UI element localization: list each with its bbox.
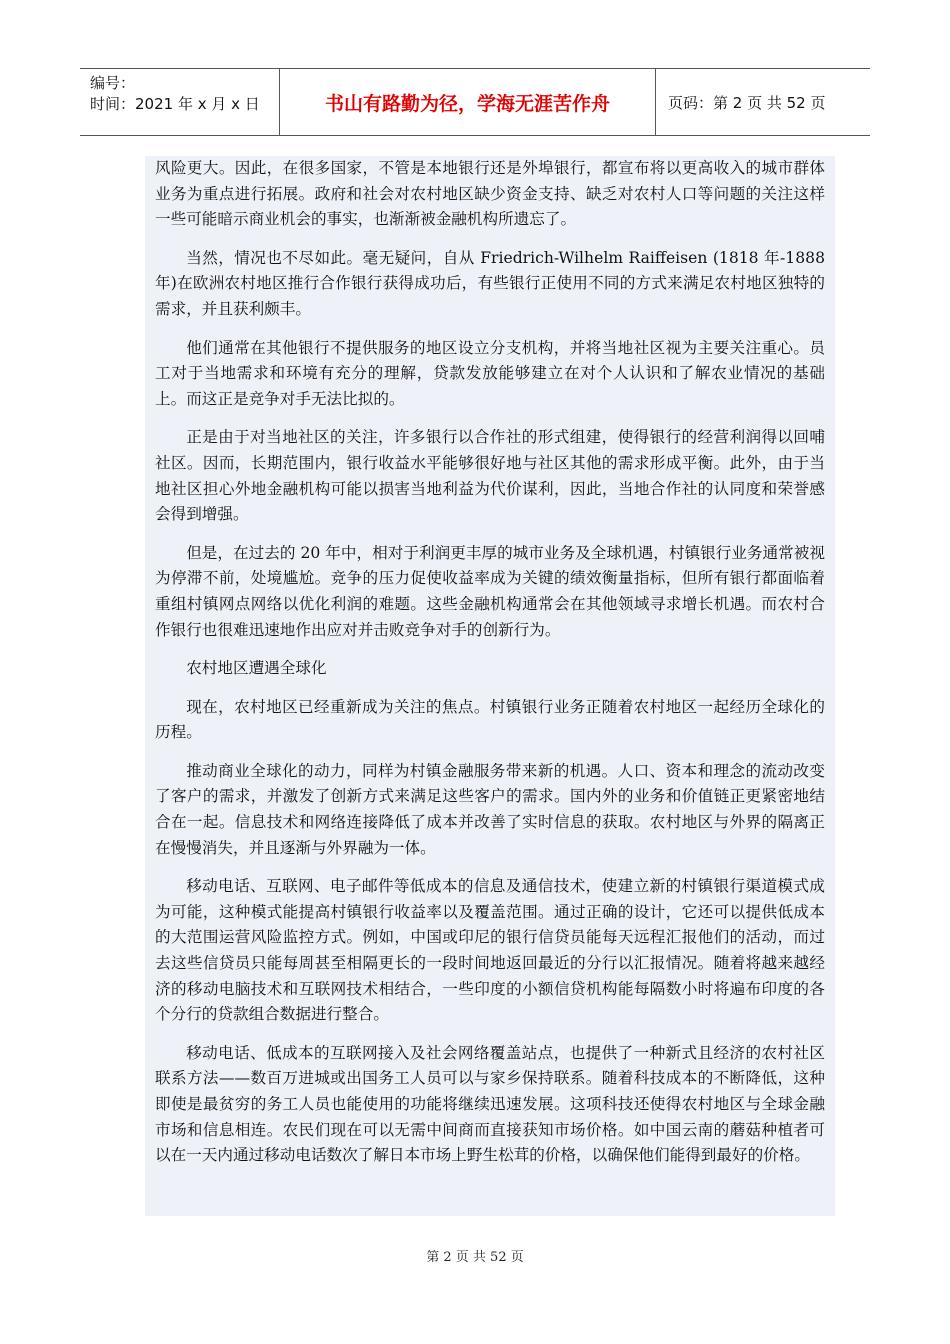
body-paragraph: 推动商业全球化的动力，同样为村镇金融服务带来新的机遇。人口、资本和理念的流动改变了客户的需求，并激发了创新方式来满足这些客户的需求。国内外的业务和价值链正更紧密地结合在一起。信息技术和网络连接降低了成本并改善了实时信息的获取。农村地区与外界的隔离正在慢慢消失，并且逐渐与外界融为一体。 <box>155 761 825 857</box>
header-page-cell <box>656 69 870 135</box>
footer-page-number: 第 2 页 共 52 页 <box>426 1250 524 1265</box>
header-motto-cell <box>280 69 656 135</box>
body-paragraph: 他们通常在其他银行不提供服务的地区设立分支机构，并将当地社区视为主要关注重心。员工对于当地需求和环境有充分的理解，贷款发放能够建立在对个人认识和了解农业情况的基础上。而这正是竞争对手无法比拟的。 <box>155 338 825 408</box>
header-motto: 书山有路勤为径，学海无涯苦作舟 <box>324 92 610 115</box>
document-number-label: 编号： <box>90 74 136 92</box>
body-paragraph: 风险更大。因此，在很多国家，不管是本地银行还是外埠银行，都宣布将以更高收入的城市群体业务为重点进行拓展。政府和社会对农村地区缺少资金支持、缺乏对农村人口等问题的关注这样一些可能暗示商业机会的事实，也渐渐被金融机构所遗忘了。 <box>155 159 825 229</box>
page-header <box>80 68 870 136</box>
body-paragraph: 但是，在过去的 20 年中，相对于利润更丰厚的城市业务及全球机遇，村镇银行业务通常被视为停滞不前，处境尴尬。竞争的压力促使收益率成为关键的绩效衡量指标，但所有银行都面临着重组村镇网点网络以优化利润的难题。这些金融机构通常会在其他领域寻求增长机遇。而农村合作银行也很难迅速地作出应对并击败竞争对手的创新行为。 <box>155 543 825 639</box>
body-paragraph: 正是由于对当地社区的关注，许多银行以合作社的形式组建，使得银行的经营利润得以回哺社区。因而，长期范围内，银行收益水平能够很好地与社区其他的需求形成平衡。此外，由于当地社区担心外地金融机构可能以损害当地利益为代价谋利，因此，当地合作社的认同度和荣誉感会得到增强。 <box>155 428 825 524</box>
section-heading: 农村地区遭遇全球化 <box>186 659 327 678</box>
body-paragraph: 现在，农村地区已经重新成为关注的焦点。村镇银行业务正随着农村地区一起经历全球化的历程。 <box>155 697 825 742</box>
header-info-cell <box>80 69 280 135</box>
page-footer <box>0 1246 950 1265</box>
document-body <box>145 156 835 1216</box>
body-paragraph: 移动电话、低成本的互联网接入及社会网络覆盖站点，也提供了一种新式且经济的农村社区联系方法——数百万进城或出国务工人员可以与家乡保持联系。随着科技成本的不断降低，这种即使是最贫穷的务工人员也能使用的功能将继续迅速发展。这项科技还使得农村地区与全球金融市场和信息相连。农民们现在可以无需中间商而直接获知市场价格。如中国云南的蘑菇种植者可以在一天内通过移动电话数次了解日本市场上野生松茸的价格，以确保他们能得到最好的价格。 <box>155 1043 825 1165</box>
body-paragraph: 当然，情况也不尽如此。毫无疑问，自从 Friedrich-Wilhelm Raiffeisen (1818 年-1888 年)在欧洲农村地区推行合作银行获得成功后，有些银行正使用不同的方式来满足农村地区独特的需求，并且获利颇丰。 <box>155 248 825 318</box>
header-page-number: 页码：第 2 页 共 52 页 <box>668 93 826 112</box>
document-date-label: 时间：2021 年 x 月 x 日 <box>90 95 260 113</box>
body-paragraph: 移动电话、互联网、电子邮件等低成本的信息及通信技术，使建立新的村镇银行渠道模式成为可能，这种模式能提高村镇银行收益率以及覆盖范围。通过正确的设计，它还可以提供低成本的大范围运营风险监控方式。例如，中国或印尼的银行信贷员能每天远程汇报他们的活动，而过去这些信贷员只能每周甚至相隔更长的一段时间地返回最近的分行以汇报情况。随着将越来越经济的移动电脑技术和互联网技术相结合，一些印度的小额信贷机构能每隔数小时将遍布印度的各个分行的贷款组合数据进行整合。 <box>155 877 825 1024</box>
